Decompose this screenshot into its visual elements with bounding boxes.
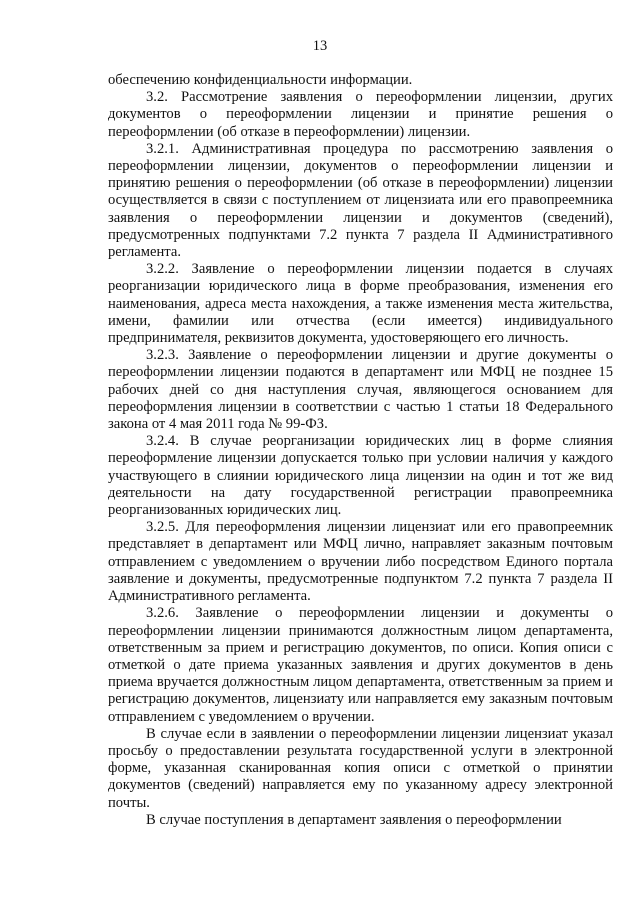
paragraph-continuation: обеспечению конфиденциальности информации. xyxy=(108,72,413,88)
paragraph-electronic-form: В случае если в заявлении о переоформлении лицензии лицензиат указал просьбу о предоставлении результата государственной услуги в электронной форме, указанная сканированная копия описи с отметкой о принятии документов (сведений) направляется ему по указанному адресу электронной почты. xyxy=(108,725,613,811)
paragraph-3-2: 3.2. Рассмотрение заявления о переоформлении лицензии, других документов о переоформлении лицензии и принятие решения о переоформлении (об отказе в переоформлении) лицензии. xyxy=(108,89,613,140)
paragraph-3-2-5: 3.2.5. Для переоформления лицензии лицензиат или его правопреемник представляет в департамент или МФЦ лично, направляет заказным почтовым отправлением с уведомлением о вручении либо посредством Единого портала заявление и документы, предусмотренные подпунктом 7.2 пункта 7 раздела II Административного регламента. xyxy=(108,519,613,605)
page-number: 13 xyxy=(312,38,328,54)
document-body xyxy=(108,72,613,829)
paragraph-3-2-1: 3.2.1. Административная процедура по рассмотрению заявления о переоформлении лицензии, документов о переоформлении лицензии и принятию решения о переоформлении (об отказе в переоформлении) лицензии осуществляется в связи с поступлением от лицензиата или его правопреемника заявления о переоформлении лицензии и документов (сведений), предусмотренных подпунктами 7.2 пункта 7 раздела II Административного регламента. xyxy=(108,140,613,261)
paragraph-3-2-6: 3.2.6. Заявление о переоформлении лицензии и документы о переоформлении лицензии принимаются должностным лицом департамента, ответственным за прием и регистрацию документов, по описи. Копия описи с отметкой о дате приема указанных заявления и других документов в день приема вручается должностным лицом департамента, ответственным за прием и регистрацию документов, лицензиату или направляется ему заказным почтовым отправлением с уведомлением о вручении. xyxy=(108,605,613,725)
paragraph-3-2-4: 3.2.4. В случае реорганизации юридических лиц в форме слияния переоформление лицензии допускается только при условии наличия у каждого участвующего в слиянии юридического лица лицензии на один и тот же вид деятельности на дату государственной регистрации правопреемника реорганизованных юридических лиц. xyxy=(108,433,613,519)
paragraph-3-2-2: 3.2.2. Заявление о переоформлении лицензии подается в случаях реорганизации юридического лица в форме преобразования, изменения его наименования, адреса места нахождения, а также изменения места жительства, имени, фамилии или отчества (если имеется) индивидуального предпринимателя, реквизитов документа, удостоверяющего его личность. xyxy=(108,261,613,347)
paragraph-3-2-3: 3.2.3. Заявление о переоформлении лицензии и другие документы о переоформлении лицензии подаются в департамент или МФЦ не позднее 15 рабочих дней со дня наступления случая, являющегося основанием для переоформления лицензии в соответствии с частью 1 статьи 18 Федерального закона от 4 мая 2011 года № 99-ФЗ. xyxy=(108,347,613,433)
paragraph-receipt-case: В случае поступления в департамент заявления о переоформлении xyxy=(146,811,562,828)
